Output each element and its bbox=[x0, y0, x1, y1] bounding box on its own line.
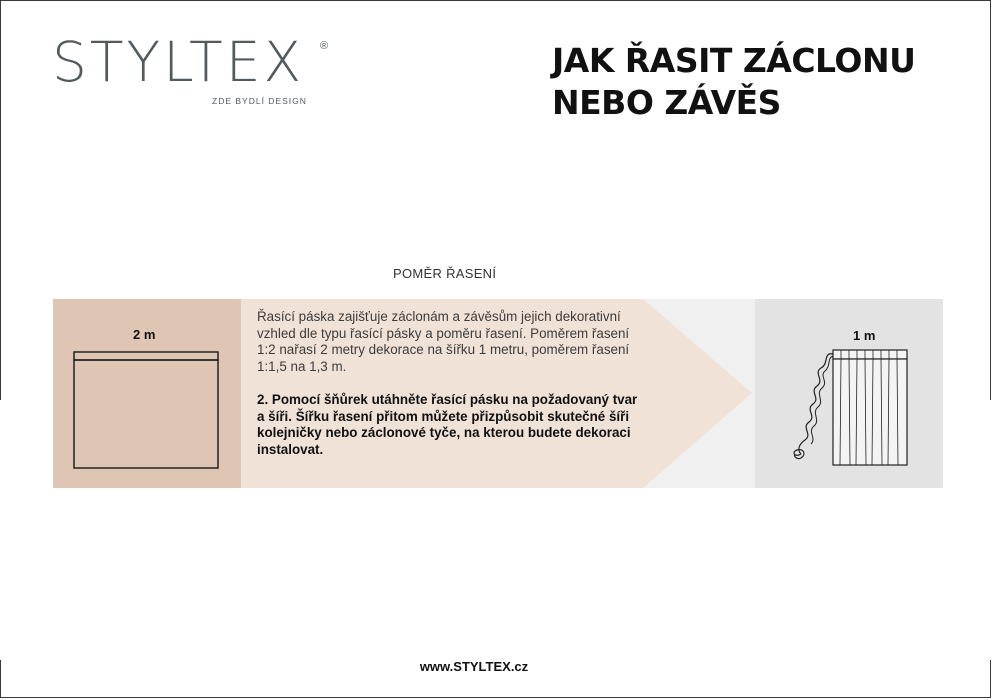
gathered-fabric bbox=[833, 359, 907, 465]
step-paragraph: 2. Pomocí šňůrek utáhněte řasící pásku na požadovaný tvar a šíři. Šířku řasení přitom můžete přizpůsobit skutečné šíři kolejničky nebo záclonové tyče, na kterou budete dekoraci instalovat. bbox=[257, 392, 638, 457]
footer bbox=[0, 659, 993, 674]
page-title-line-2: NEBO ZÁVĚS bbox=[552, 83, 781, 122]
registered-mark: ® bbox=[320, 40, 329, 52]
width-label-after: 1 m bbox=[853, 328, 876, 343]
curtain-fabric bbox=[74, 360, 218, 468]
section-label: POMĚR ŘASENÍ bbox=[393, 266, 497, 281]
frame-gap bbox=[989, 400, 993, 660]
page-title bbox=[552, 40, 972, 124]
pull-cord bbox=[799, 354, 833, 454]
flat-curtain-illustration bbox=[72, 350, 222, 472]
frame-gap bbox=[0, 400, 3, 660]
pull-cord-2 bbox=[811, 356, 833, 444]
brand-logo bbox=[52, 30, 329, 106]
gathered-tape bbox=[833, 350, 907, 359]
page-title-line-1: JAK ŘASIT ZÁCLONU bbox=[552, 41, 916, 80]
width-label-before: 2 m bbox=[133, 327, 156, 342]
brand-tagline: ZDE BYDLÍ DESIGN bbox=[212, 96, 307, 106]
website-link[interactable]: www.STYLTEX.cz bbox=[419, 659, 529, 674]
intro-paragraph: Řasící páska zajišťuje záclonám a závěsům jejich dekorativní vzhled dle typu řasící pásky a poměru řasení. Poměrem řasení 1:2 nařasí 2 metry dekorace na šířku 1 metru, poměrem řasení 1:1,5 na 1,3 m. bbox=[257, 309, 630, 374]
gathered-curtain-illustration bbox=[785, 346, 915, 470]
brand-name: STYLTEX bbox=[52, 30, 305, 94]
curtain-tape bbox=[74, 352, 218, 360]
